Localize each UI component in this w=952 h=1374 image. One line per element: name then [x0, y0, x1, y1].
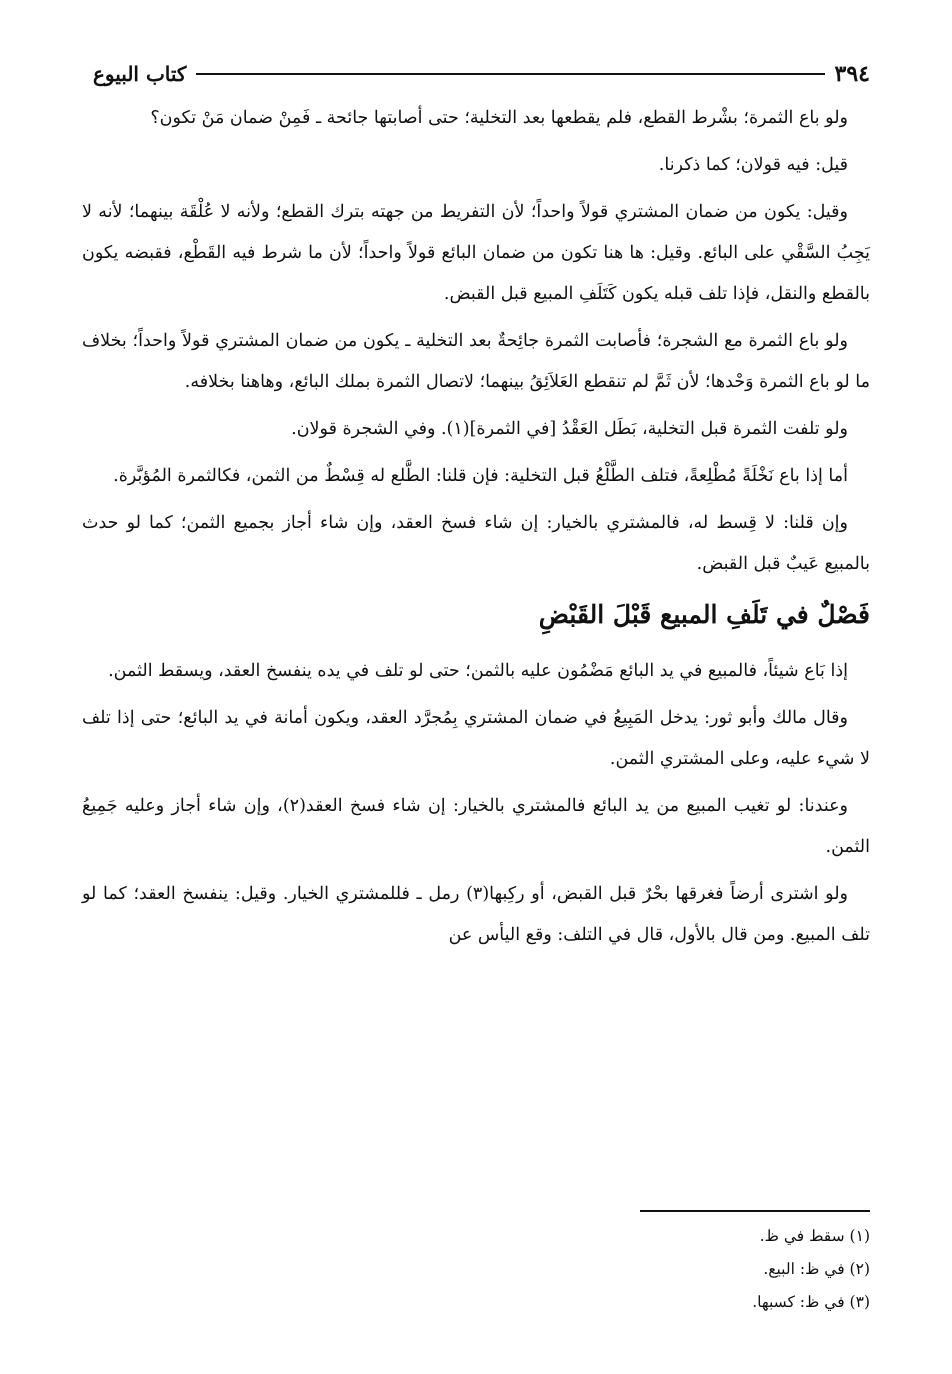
footnote: (٣) في ظ: كسبها. [752, 1293, 870, 1311]
footnotes [82, 1210, 870, 1319]
header-rule [196, 73, 824, 75]
footnote: (١) سقط في ظ. [759, 1227, 870, 1245]
paragraph: أما إذا باع نَخْلَةً مُطْلِعةً، فتلف الطَّلْعُ قبل التخلية: فإن قلنا: الطَّلع له قِسْطٌ من الثمن، فكالثمرة المُؤبَّرة. [113, 466, 848, 486]
paragraph: وقيل: يكون من ضمان المشتري قولاً واحداً؛ لأن التفريط من جهته بترك القطع؛ ولأنه لا عُلْقَة بينهما؛ لأنه لا يَجِبُ السَّقْي على البائع. وقيل: ها هنا تكون من ضمان البائع قولاً واحداً؛ لأن ما شرط فيه القَطْع، فقبضه يكون بالقطع والنقل، فإذا تلف قبله يكون كَتَلَفِ المبيع قبل القبض. [82, 202, 870, 304]
paragraph: قيل: فيه قولان؛ كما ذكرنا. [658, 155, 848, 175]
page-header [93, 60, 870, 88]
paragraph: ولو باع الثمرة؛ بشْرط القطع، فلم يقطعها بعد التخلية؛ حتى أصابتها جائحة ـ فَمِنْ ضمان مَنْ تكون؟ [150, 108, 848, 128]
paragraph: ولو باع الثمرة مع الشجرة؛ فأصابت الثمرة جائِحةٌ بعد التخلية ـ يكون من ضمان المشتري قولاً واحداً؛ بخلاف ما لو باع الثمرة وَحْدها؛ لأن ثَمَّ لم تنقطع العَلاَئِقُ بينهما؛ لاتصال الثمرة بملك البائع، وهاهنا بخلافه. [82, 331, 870, 392]
paragraph: وقال مالك وأبو ثور: يدخل المَبِيعُ في ضمان المشتري بِمُجرَّد العقد، ويكون أمانة في يد البائع؛ حتى إذا تلف لا شيء عليه، وعلى المشتري الثمن. [82, 708, 870, 769]
footnote-rule [640, 1210, 870, 1212]
paragraph: إذا بَاع شيئاً، فالمبيع في يد البائع مَضْمُون عليه بالثمن؛ حتى لو تلف في يده ينفسخ العقد، ويسقط الثمن. [108, 661, 848, 681]
main-text [82, 98, 870, 962]
paragraph: ولو اشترى أرضاً فغرقها بحْرٌ قبل القبض، أو ركِبها(٣) رمل ـ فللمشتري الخيار. وقيل: ينفسخ العقد؛ كما لو تلف المبيع. ومن قال بالأول، قال في التلف: وقع اليأس عن [82, 884, 870, 945]
footnote: (٢) في ظ: البيع. [763, 1260, 870, 1278]
paragraph: وعندنا: لو تغيب المبيع من يد البائع فالمشتري بالخيار: إن شاء فسخ العقد(٢)، وإن شاء أجاز وعليه جَمِيعُ الثمن. [82, 796, 870, 857]
paragraph: وإن قلنا: لا قِسط له، فالمشتري بالخيار: إن شاء فسخ العقد، وإن شاء أجاز بجميع الثمن؛ كما لو حدث بالمبيع عَيبٌ قبل القبض. [82, 513, 870, 574]
page-number: ٣٩٤ [834, 61, 870, 87]
section-heading: فَصْلٌ في تَلَفِ المبيع قَبْلَ القَبْضِ [538, 600, 870, 629]
paragraph: ولو تلفت الثمرة قبل التخلية، بَطَل العَقْدُ [في الثمرة](١). وفي الشجرة قولان. [291, 419, 848, 439]
book-title: كتاب البيوع [93, 62, 187, 86]
